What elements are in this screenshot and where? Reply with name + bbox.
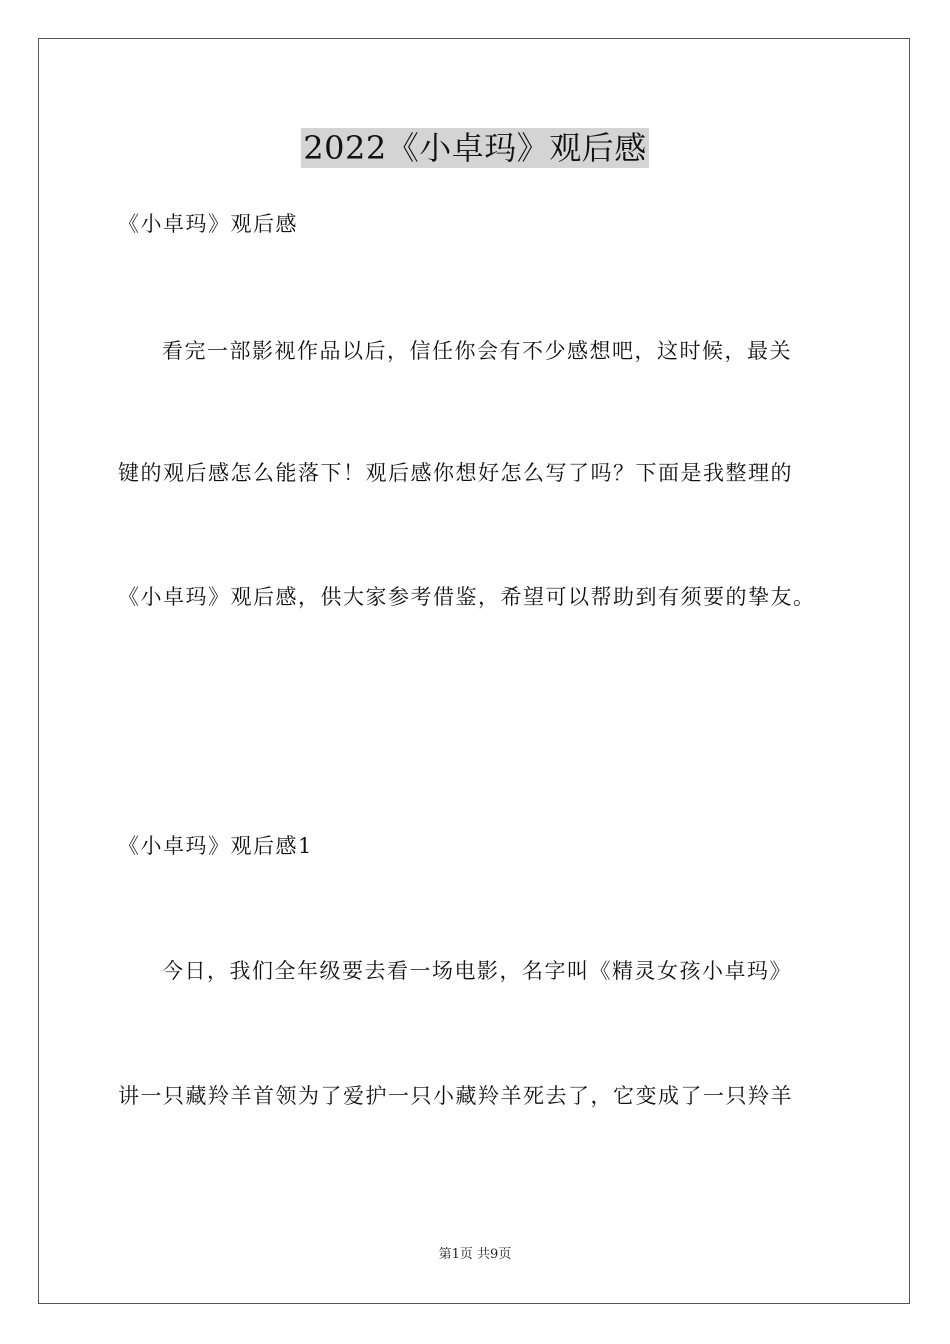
page-number-footer: 第1页 共9页 [438, 1247, 512, 1262]
title-container [0, 128, 950, 168]
section-heading: 《小卓玛》观后感 [118, 212, 298, 236]
paragraph-line: 键的观后感怎么能落下！观后感你想好怎么写了吗？下面是我整理的 [118, 461, 793, 485]
document-title: 2022《小卓玛》观后感 [303, 129, 647, 167]
section-heading: 《小卓玛》观后感1 [118, 834, 313, 858]
paragraph-line: 看完一部影视作品以后，信任你会有不少感想吧，这时候，最关 [162, 339, 792, 363]
paragraph-line: 《小卓玛》观后感，供大家参考借鉴，希望可以帮助到有须要的挚友。 [118, 585, 816, 609]
paragraph-line: 今日，我们全年级要去看一场电影，名字叫《精灵女孩小卓玛》 [162, 959, 792, 983]
paragraph-line: 讲一只藏羚羊首领为了爱护一只小藏羚羊死去了，它变成了一只羚羊 [118, 1084, 793, 1108]
